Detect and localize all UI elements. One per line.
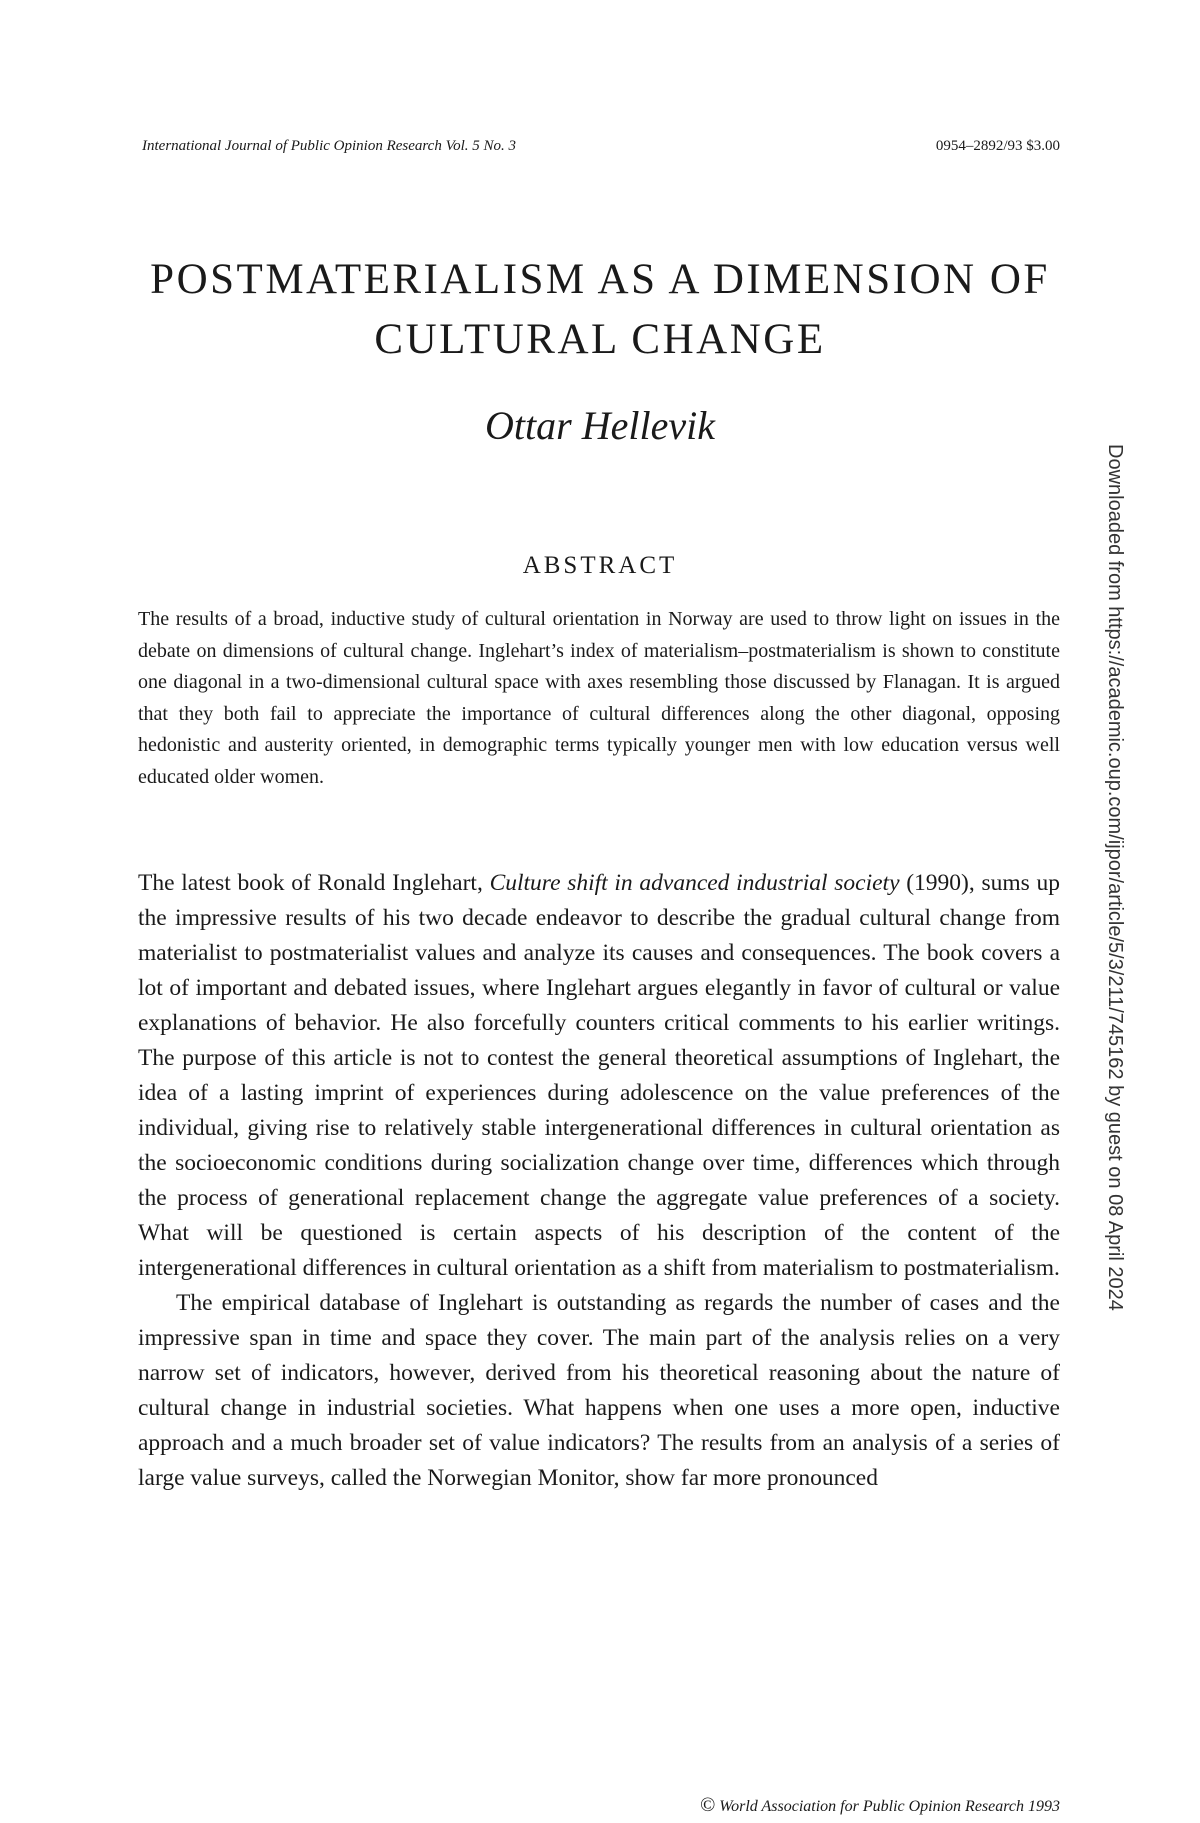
book-title: Culture shift in advanced industrial society — [489, 870, 900, 896]
abstract-text: The results of a broad, inductive study of cultural orientation in Norway are used to throw light on issues in the debate on dimensions of cultural change. Inglehart’s index of materialism–postmaterialism is shown to constitute one diagonal in a two-dimensional cultural space with axes resembling those discussed by Flanagan. It is argued that they both fail to appreciate the importance of cultural differences along the other diagonal, opposing hedonistic and austerity oriented, in demographic terms typically younger men with low education versus well educated older women. — [138, 608, 1060, 788]
paragraph-1-lead: The latest book of Ronald Inglehart, — [138, 870, 490, 896]
article-title: POSTMATERIALISM AS A DIMENSION OF CULTURAL CHANGE — [150, 256, 1050, 363]
copyright-line — [520, 1792, 1060, 1818]
body-paragraph-1 — [138, 866, 1060, 1286]
copyright-icon: © — [700, 1794, 716, 1816]
journal-citation: International Journal of Public Opinion Research Vol. 5 No. 3 — [142, 138, 516, 154]
abstract-heading: ABSTRACT — [522, 552, 678, 579]
copyright-text: World Association for Public Opinion Research 1993 — [719, 1798, 1060, 1815]
download-watermark: Downloaded from https://academic.oup.com/ijpor/article/5/3/211/745162 by guest on 08 April 2024 — [1104, 444, 1126, 1311]
body-paragraph-2: The empirical database of Inglehart is outstanding as regards the number of cases and the impressive span in time and space they cover. The main part of the analysis relies on a very narrow set of indicators, however, derived from his theoretical reasoning about the nature of cultural change in industrial societies. What happens when one uses a more open, inductive approach and a much broader set of value indicators? The results from an analysis of a series of large value surveys, called the Norwegian Monitor, show far more pronounced — [138, 1290, 1060, 1491]
issn-price: 0954–2892/93 $3.00 — [935, 138, 1060, 154]
article-body — [138, 866, 1060, 1496]
article-author: Ottar Hellevik — [485, 403, 715, 448]
paragraph-1-rest: (1990), sums up the impressive results of his two decade endeavor to describe the gradual cultural change from materialist to postmaterialist values and analyze its causes and consequences. The book covers a lot of important and debated issues, where Inglehart argues elegantly in favor of cultural or value explanations of behavior. He also forcefully counters critical comments to his earlier writings. The purpose of this article is not to contest the general theoretical assumptions of Inglehart, the idea of a lasting imprint of experiences during adolescence on the value preferences of the individual, giving rise to relatively stable intergenerational differences in cultural orientation as the socioeconomic conditions during socialization change over time, differences which through the process of generational replacement change the aggregate value preferences of a society. What will be questioned is certain aspects of his description of the content of the intergenerational differences in cultural orientation as a shift from materialism to postmaterialism. — [138, 870, 1060, 1281]
running-head — [138, 138, 1060, 162]
